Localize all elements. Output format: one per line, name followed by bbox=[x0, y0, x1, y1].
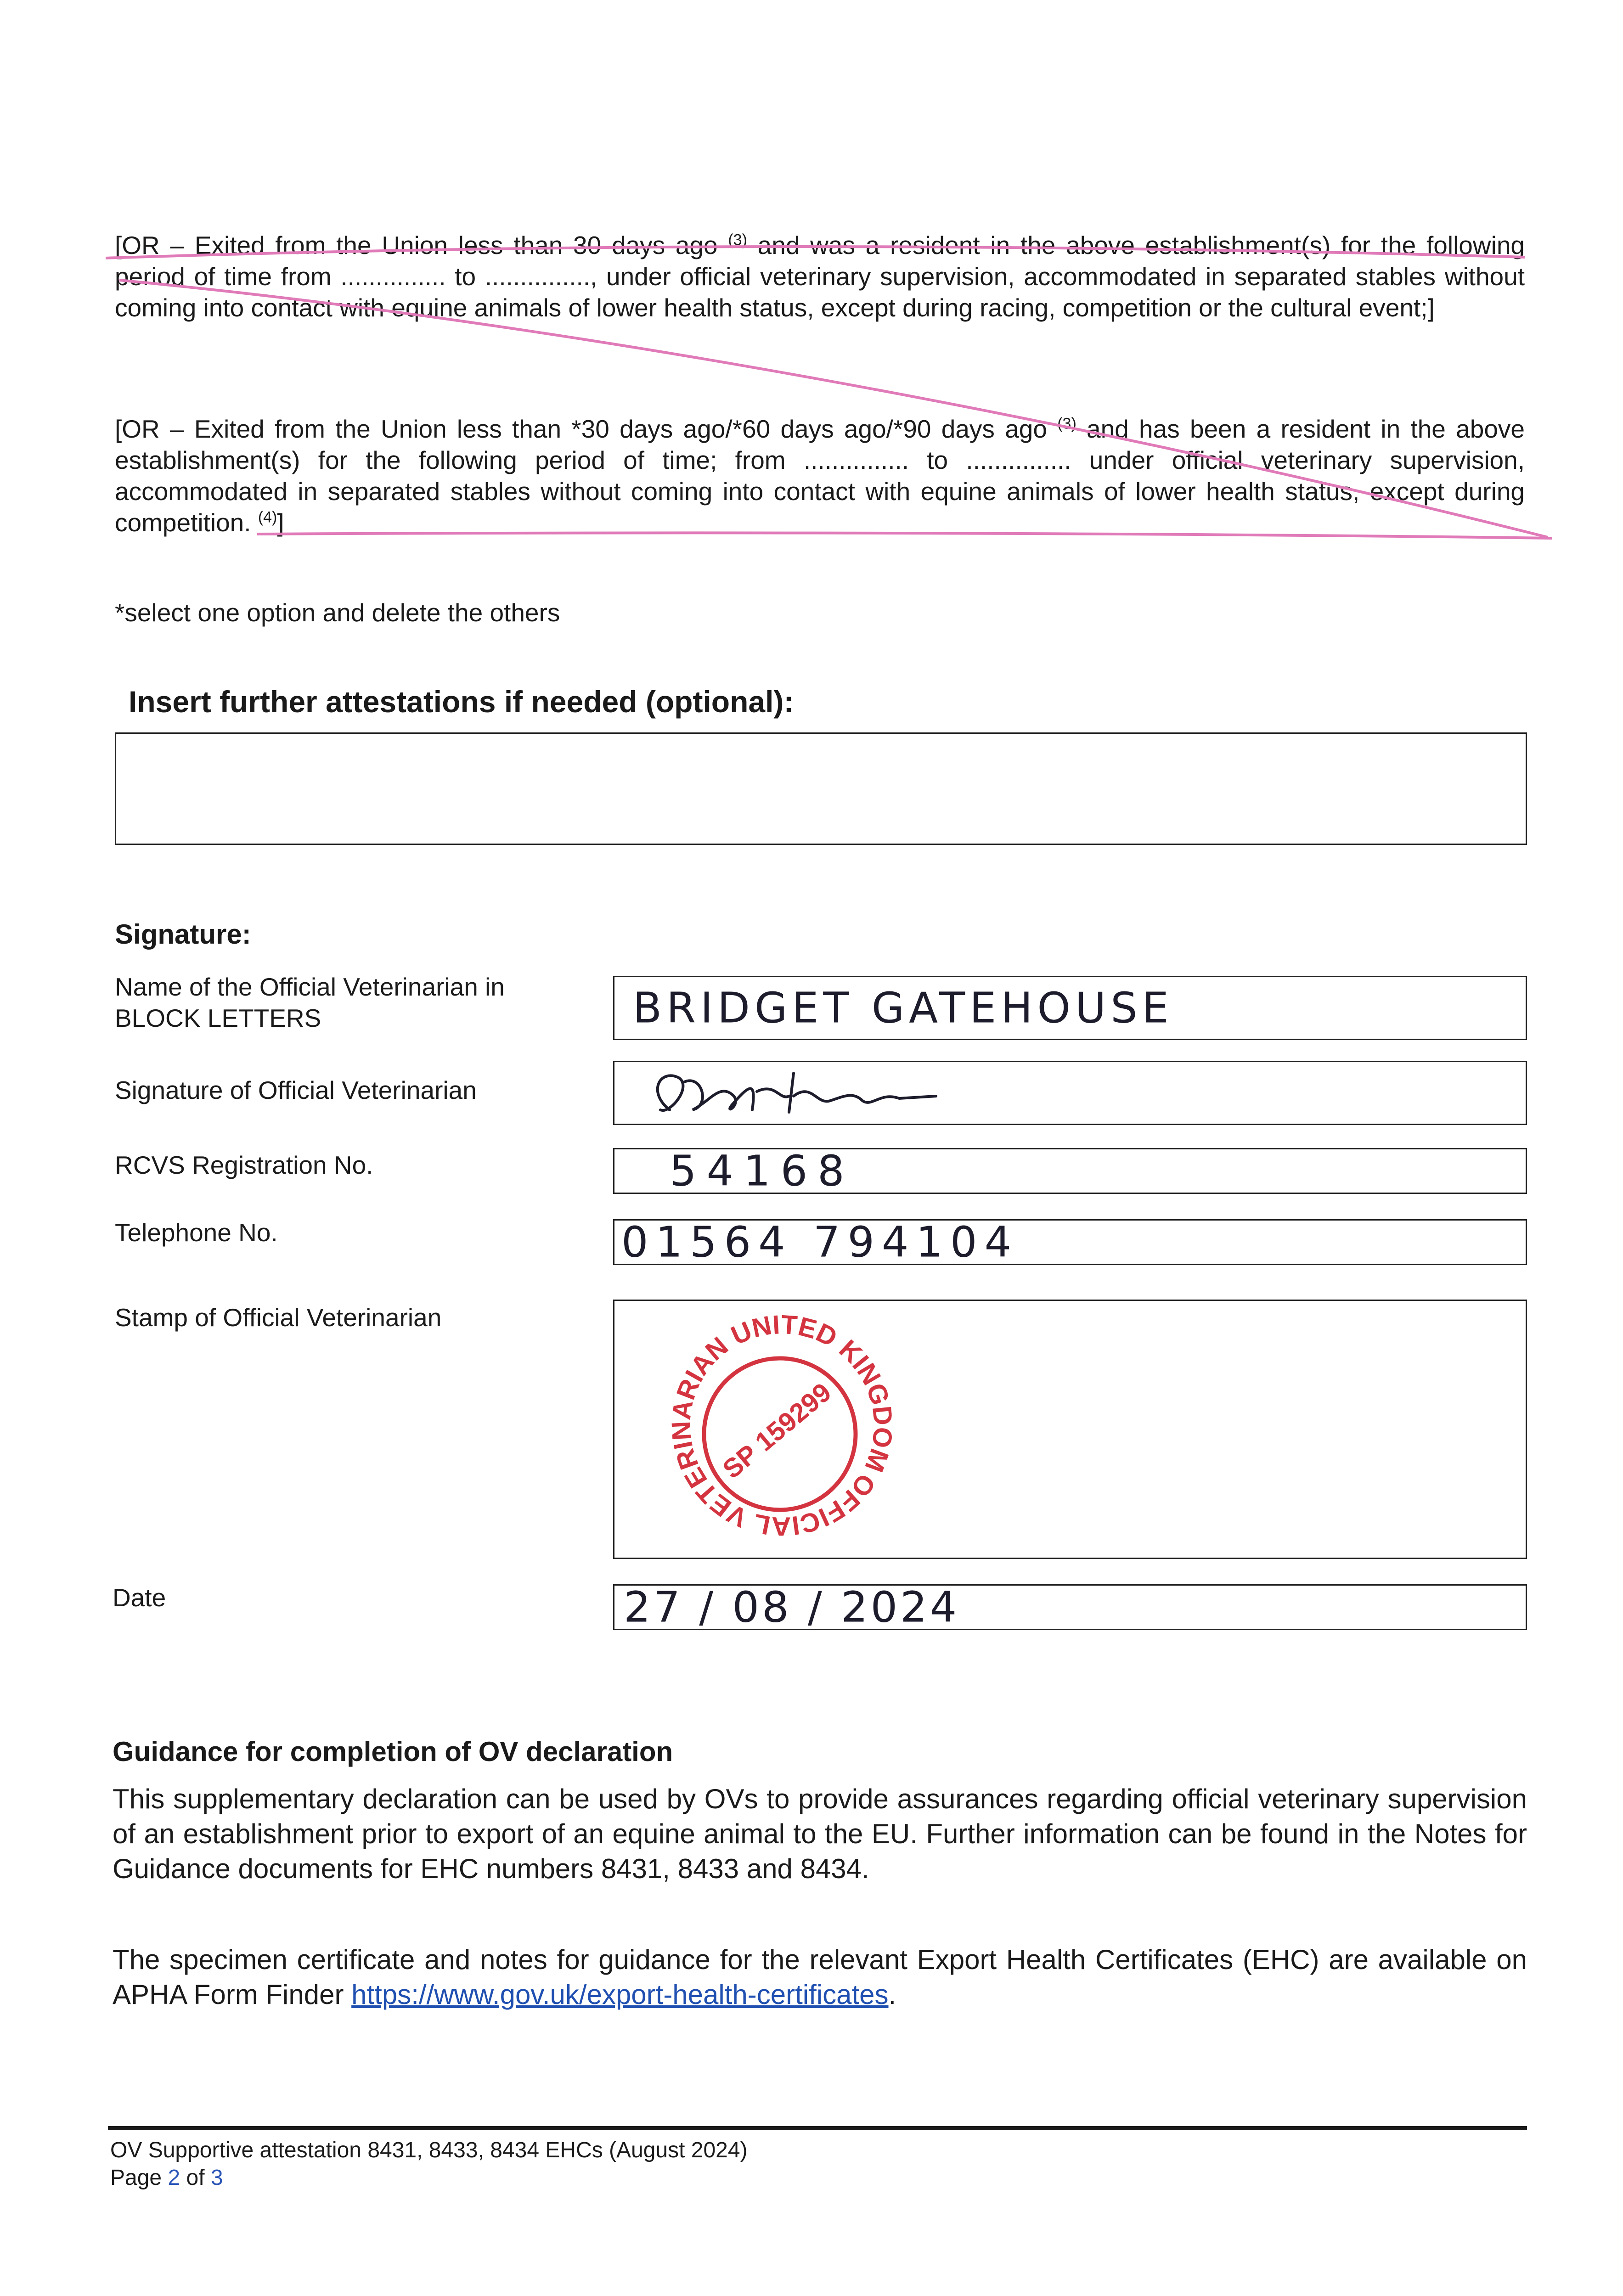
ov-name-field[interactable] bbox=[613, 976, 1527, 1040]
clause-first-text-b: and was a resident in the above establishment(s) for the following period of time from ............... to ..............., under official veterinary supervision, accommodated in separated stables without coming into contact with equine animals of lower health status, except during racing, competition or the cultural event;] bbox=[115, 231, 1525, 322]
clause-first-ref: (3) bbox=[728, 231, 747, 249]
telephone-label: Telephone No. bbox=[115, 1218, 278, 1247]
further-attestations-heading: Insert further attestations if needed (optional): bbox=[129, 685, 794, 719]
clause-second bbox=[115, 413, 1525, 538]
guidance-paragraph-2 bbox=[113, 1942, 1527, 2012]
page-total: 3 bbox=[210, 2166, 223, 2190]
guidance-paragraph-2-text: The specimen certificate and notes for guidance for the relevant Export Health Certificates (EHC) are available on APHA Form Finder bbox=[113, 1944, 1527, 2010]
rcvs-value: 54168 bbox=[670, 1146, 855, 1196]
clause-second-text-a: [OR – Exited from the Union less than *30 days ago/*60 days ago/*90 days ago bbox=[115, 415, 1058, 443]
page-current: 2 bbox=[168, 2166, 180, 2190]
clause-second-ref-b: (4) bbox=[258, 508, 277, 526]
ov-signature-label: Signature of Official Veterinarian bbox=[115, 1076, 477, 1104]
handwritten-signature bbox=[642, 1064, 1009, 1124]
date-field[interactable] bbox=[613, 1584, 1527, 1630]
select-option-note: *select one option and delete the others bbox=[115, 598, 560, 627]
footer-title: OV Supportive attestation 8431, 8433, 8434 EHCs (August 2024) bbox=[110, 2138, 748, 2162]
export-health-certificates-link[interactable]: https://www.gov.uk/export-health-certificates bbox=[351, 1979, 889, 2010]
stamp-ring-text: OFFICIAL VETERINARIAN UNITED KINGDOM bbox=[666, 1309, 898, 1542]
page-word: Page bbox=[110, 2166, 162, 2190]
clause-first bbox=[115, 230, 1525, 323]
stamp-center-text: SP 159299 bbox=[717, 1377, 837, 1485]
further-attestations-field[interactable] bbox=[115, 732, 1527, 845]
ov-name-label: Name of the Official Veterinarian in BLOCK LETTERS bbox=[115, 973, 505, 1032]
stamp-label: Stamp of Official Veterinarian bbox=[115, 1303, 442, 1332]
ov-signature-field[interactable] bbox=[613, 1061, 1527, 1125]
clause-second-text-c: ] bbox=[277, 508, 284, 537]
guidance-paragraph-2-end: . bbox=[888, 1979, 896, 2010]
page-of: of bbox=[186, 2166, 205, 2190]
date-label: Date bbox=[113, 1583, 166, 1612]
page-indicator bbox=[110, 2165, 223, 2190]
clause-second-ref-a: (3) bbox=[1057, 415, 1076, 433]
telephone-field[interactable] bbox=[613, 1219, 1527, 1265]
ov-name-value: BRIDGET GATEHOUSE bbox=[633, 983, 1173, 1033]
clause-first-text-a: [OR – Exited from the Union less than 30 days ago bbox=[115, 231, 728, 259]
rcvs-field[interactable] bbox=[613, 1148, 1527, 1194]
rcvs-label: RCVS Registration No. bbox=[115, 1151, 373, 1179]
clause-second-text-b: and has been a resident in the above establishment(s) for the following period of time; from ............... to ............... under official veterinary supervision, accommodated in separated stables without coming into contact with equine animals of lower health status, except during competition. bbox=[115, 415, 1525, 537]
telephone-value: 01564 794104 bbox=[621, 1217, 1019, 1267]
official-veterinarian-stamp bbox=[642, 1301, 918, 1558]
date-value: 27 / 08 / 2024 bbox=[624, 1582, 960, 1632]
stamp-field[interactable] bbox=[613, 1300, 1527, 1559]
signature-heading: Signature: bbox=[115, 919, 251, 950]
guidance-paragraph-1: This supplementary declaration can be used by OVs to provide assurances regarding official veterinary supervision of an establishment prior to export of an equine animal to the EU. Further information can be found in the Notes for Guidance documents for EHC numbers 8431, 8433 and 8434. bbox=[113, 1784, 1527, 1884]
guidance-heading: Guidance for completion of OV declaration bbox=[113, 1736, 673, 1767]
footer-rule bbox=[108, 2126, 1527, 2130]
